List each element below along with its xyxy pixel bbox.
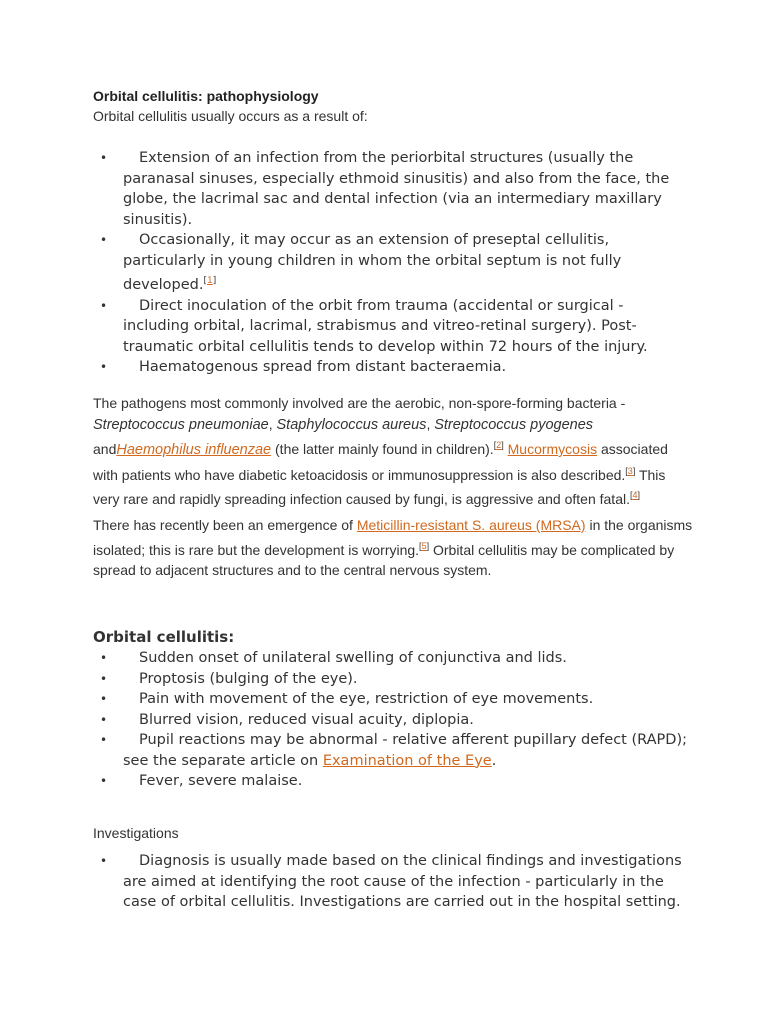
reference-link-3[interactable]: 3 (627, 465, 633, 476)
causes-list (0, 148, 768, 378)
mrsa-paragraph: There has recently been an emergence of Meticillin-resistant S. aureus (MRSA) in the organisms isolated; this is rare but the development is worrying.[5] Orbital cellulitis may be complicated by spread to adjacent structures and to the central nervous system. (93, 517, 693, 578)
list-item (0, 710, 768, 731)
list-item: • Occasionally, it may occur as an extension of preseptal cellulitis, particularly in young children in whom the orbital septum is not fully developed.[1] (100, 232, 622, 293)
list-item-text: Diagnosis is usually made based on the clinical findings and investigations are aimed at identifying the root cause of the infection - particularly in the case of orbital cellulitis. Investigations are carried out in the hospital setting. (123, 853, 682, 910)
list-item-text: Direct inoculation of the orbit from trauma (accidental or surgical - including orbital, lacrimal, strabismus and vitreo-retinal surgery). Post-traumatic orbital cellulitis tends to develop within 72 hours of the injury. (123, 297, 648, 355)
list-item-text: Haematogenous spread from distant bacteraemia. (139, 359, 507, 375)
list-item-text: Blurred vision, reduced visual acuity, diplopia. (139, 711, 474, 728)
bullet-icon: • (100, 671, 108, 686)
bullet-icon: • (100, 298, 108, 313)
pathogens-paragraph: The pathogens most commonly involved are the aerobic, non-spore-forming bacteria -Streptococcus pneumoniae, Staphylococcus aureus, Streptococcus pyogenes andHaemophilus influenzae (the latter mainly found in children).[2] Mucormycosis associated with patients who have diabetic ketoacidosis or immunosuppression is also described.[3] This very rare and rapidly spreading infection caused by fungi, is aggressive and often fatal.[4] (93, 395, 668, 507)
list-item (0, 296, 768, 358)
list-item (0, 771, 768, 792)
bullet-icon: • (100, 151, 108, 165)
list-item-text: Proptosis (bulging of the eye). (139, 670, 358, 687)
list-item-text: Sudden onset of unilateral swelling of conjunctiva and lids. (139, 650, 567, 666)
mucormycosis-link[interactable]: Mucormycosis (507, 441, 598, 457)
bullet-icon: • (100, 712, 108, 727)
reference-link-4[interactable]: 4 (632, 490, 638, 500)
list-item-text: Fever, severe malaise. (139, 773, 303, 789)
symptoms-heading: Orbital cellulitis: (93, 628, 235, 646)
symptoms-list (0, 648, 768, 792)
investigations-heading: Investigations (93, 825, 179, 841)
intro-text: Orbital cellulitis usually occurs as a result of: (93, 108, 368, 124)
page-title: Orbital cellulitis: pathophysiology (93, 88, 319, 104)
bullet-icon: • (100, 360, 108, 374)
mrsa-link[interactable]: Meticillin-resistant S. aureus (MRSA) (356, 517, 586, 533)
list-item-text: Extension of an infection from the periorbital structures (usually the paranasal sinuses, especially ethmoid sinusitis) and also from the face, the globe, the lacrimal sac and dental infection (via an intermediary maxillary sinusitis). (123, 150, 670, 228)
list-item-text: Occasionally, it may occur as an extension of preseptal cellulitis, particularly in young children in whom the orbital septum is not fully developed. (123, 232, 622, 293)
list-item: • Pupil reactions may be abnormal - relative afferent pupillary defect (RAPD); see the separate article on Examination of the Eye. (100, 732, 687, 769)
list-item (0, 357, 768, 378)
reference-link-5[interactable]: 5 (421, 540, 427, 551)
bullet-icon: • (100, 854, 108, 868)
haemophilus-link[interactable]: Haemophilus influenzae (116, 442, 272, 458)
list-item (0, 851, 768, 913)
bullet-icon: • (100, 692, 108, 706)
bullet-icon: • (100, 651, 108, 665)
list-item (0, 669, 768, 690)
list-item (0, 689, 768, 710)
bullet-icon: • (100, 774, 108, 788)
examination-of-the-eye-link[interactable]: Examination of the Eye (322, 752, 492, 769)
list-item-text: Pain with movement of the eye, restriction of eye movements. (139, 691, 594, 707)
reference-link-2[interactable]: 2 (496, 440, 502, 450)
investigations-list (0, 851, 768, 913)
reference-link-1[interactable]: 1 (206, 276, 213, 286)
list-item (0, 148, 768, 230)
bullet-icon: • (100, 733, 108, 747)
bullet-icon: • (100, 233, 108, 247)
list-item (0, 648, 768, 669)
